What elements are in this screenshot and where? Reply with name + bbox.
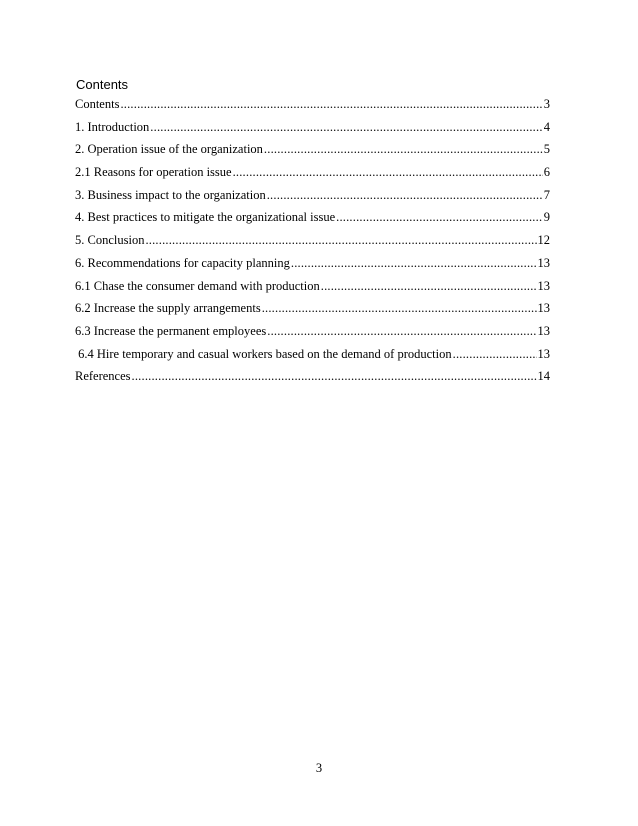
- toc-entry-conclusion[interactable]: [75, 233, 550, 256]
- toc-entry-title: 6. Recommendations for capacity planning: [75, 255, 290, 270]
- toc-leader-dots: [145, 233, 536, 248]
- toc-entry-title: 5. Conclusion: [75, 233, 145, 248]
- toc-entry-title: 6.1 Chase the consumer demand with production: [75, 278, 320, 293]
- toc-entry-title: References: [75, 369, 131, 384]
- toc-entry-best-practices[interactable]: [75, 210, 550, 233]
- toc-heading: Contents: [76, 77, 129, 92]
- toc-entry-title: 2.1 Reasons for operation issue: [75, 165, 232, 180]
- toc-entry-reasons[interactable]: [75, 165, 550, 188]
- toc-entry-business-impact[interactable]: [75, 188, 550, 211]
- toc-entry-page: 9: [543, 210, 550, 225]
- toc-entry-title: 3. Business impact to the organization: [75, 187, 266, 202]
- toc-entry-chase-demand[interactable]: [75, 279, 550, 302]
- table-of-contents: [75, 97, 550, 392]
- page-number: 3: [315, 761, 323, 775]
- toc-entry-temporary-workers[interactable]: [75, 347, 550, 370]
- toc-leader-dots: [150, 120, 542, 135]
- toc-entry-references[interactable]: [75, 369, 550, 392]
- toc-entry-page: 3: [543, 97, 550, 111]
- toc-entry-page: 13: [537, 255, 550, 270]
- toc-entry-page: 5: [543, 142, 550, 157]
- toc-entry-title: 6.3 Increase the permanent employees: [75, 323, 267, 338]
- toc-leader-dots: [262, 301, 537, 316]
- toc-leader-dots: [267, 324, 536, 339]
- toc-entry-page: 14: [537, 369, 550, 384]
- toc-entry-introduction[interactable]: [75, 120, 550, 143]
- toc-entry-title: 6.4 Hire temporary and casual workers based on the demand of production: [75, 346, 452, 361]
- toc-entry-contents[interactable]: [75, 97, 550, 120]
- toc-entry-operation-issue[interactable]: [75, 142, 550, 165]
- toc-entry-title: 4. Best practices to mitigate the organizational issue: [75, 210, 336, 225]
- toc-leader-dots: [336, 210, 543, 225]
- toc-entry-page: 13: [537, 301, 550, 316]
- toc-entry-title: 6.2 Increase the supply arrangements: [75, 301, 261, 316]
- toc-leader-dots: [267, 188, 543, 203]
- toc-leader-dots: [120, 97, 542, 112]
- toc-leader-dots: [453, 347, 537, 362]
- toc-entry-page: 4: [543, 119, 550, 134]
- toc-leader-dots: [321, 279, 537, 294]
- toc-entry-page: 13: [537, 346, 550, 361]
- toc-leader-dots: [132, 369, 537, 384]
- toc-entry-title: 1. Introduction: [75, 119, 150, 134]
- toc-entry-page: 6: [543, 165, 550, 180]
- toc-leader-dots: [233, 165, 543, 180]
- toc-entry-title: Contents: [75, 97, 120, 111]
- toc-entry-supply-arrangements[interactable]: [75, 301, 550, 324]
- toc-entry-title: 2. Operation issue of the organization: [75, 142, 263, 157]
- toc-leader-dots: [264, 142, 543, 157]
- toc-entry-page: 7: [543, 187, 550, 202]
- toc-entry-page: 13: [537, 323, 550, 338]
- toc-leader-dots: [291, 256, 537, 271]
- toc-entry-recommendations[interactable]: [75, 256, 550, 279]
- toc-entry-page: 13: [537, 278, 550, 293]
- toc-entry-permanent-employees[interactable]: [75, 324, 550, 347]
- toc-entry-page: 12: [537, 233, 550, 248]
